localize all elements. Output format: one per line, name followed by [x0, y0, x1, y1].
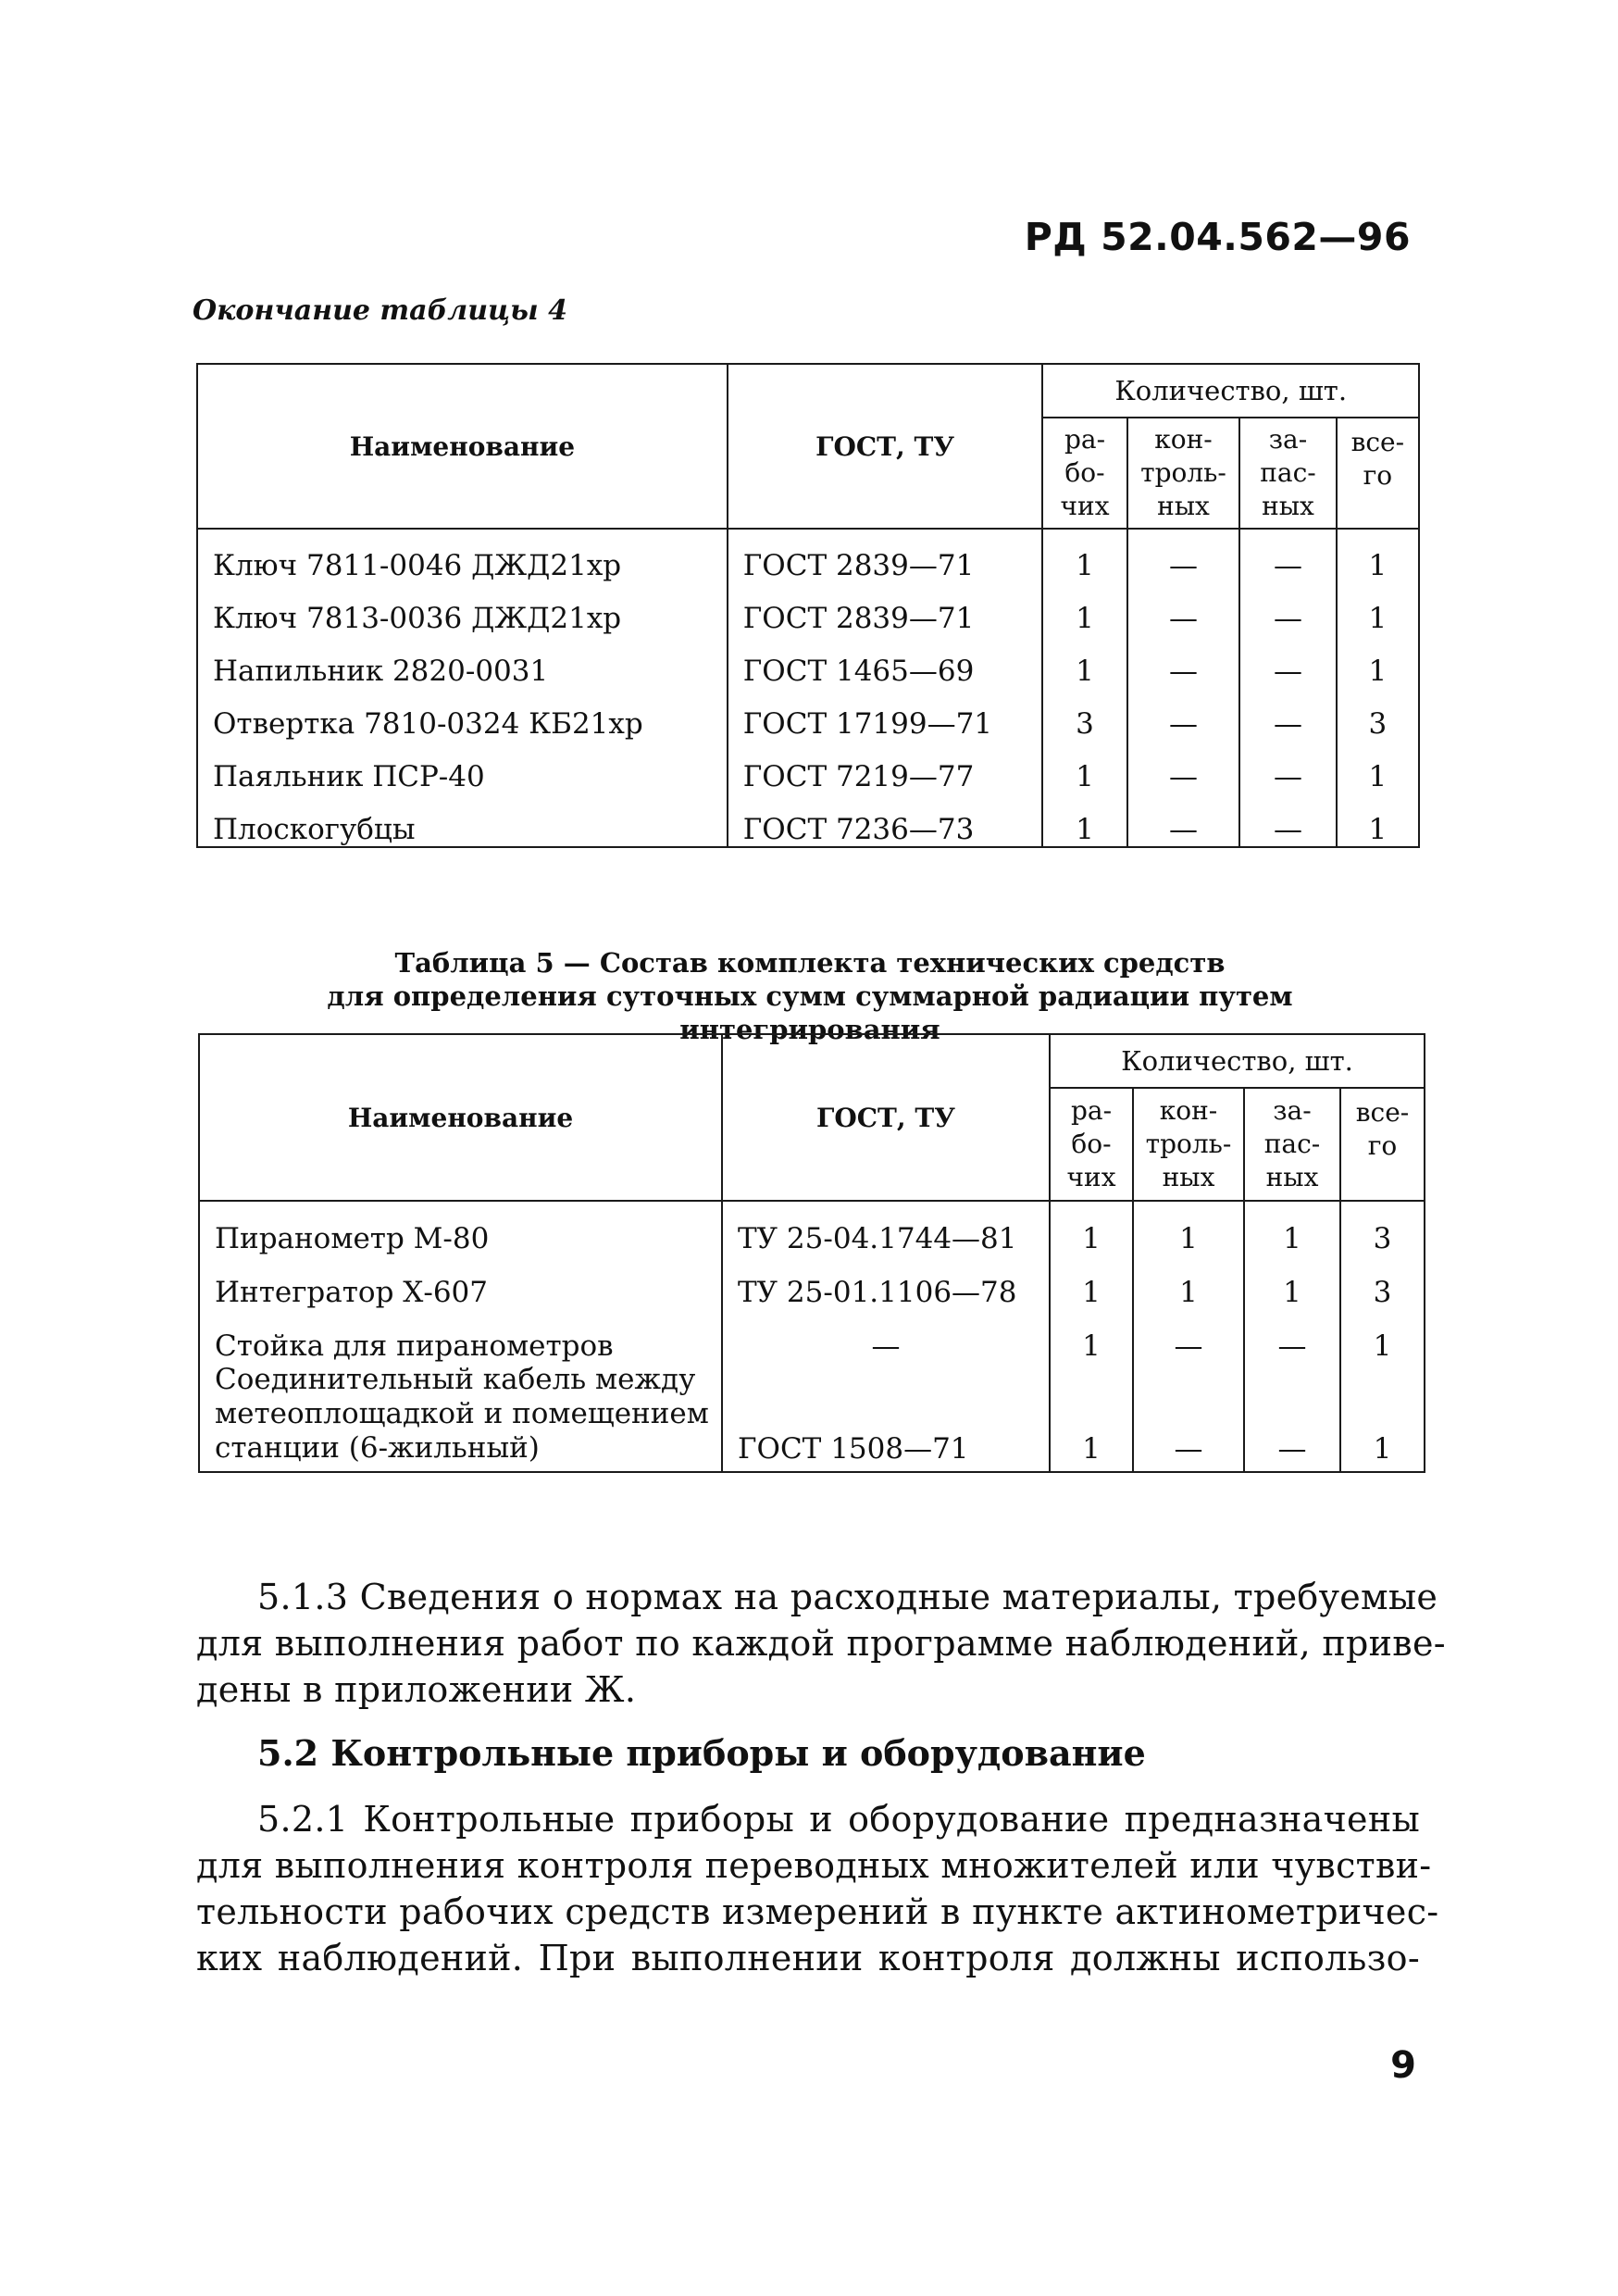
subheader-total: все- го	[1337, 418, 1419, 529]
cell-control: —	[1127, 793, 1240, 847]
cell-spare: —	[1244, 1363, 1340, 1472]
document-code: РД 52.04.562—96	[1024, 215, 1411, 259]
cell-spare: —	[1239, 688, 1336, 741]
cell-name: Стойка для пиранометров	[199, 1309, 722, 1363]
cell-total: 1	[1340, 1309, 1425, 1363]
cell-name: Интегратор Х-607	[199, 1255, 722, 1309]
table-row	[197, 793, 1419, 847]
cell-standard: ГОСТ 1508—71	[722, 1363, 1050, 1472]
cell-working: 1	[1042, 635, 1126, 688]
table5-caption: Таблица 5 — Состав комплекта технических средств для определения суточных сумм суммарной радиации путем интегрирования	[327, 947, 1293, 1045]
text-line: тельности рабочих средств измерений в пункте актинометричес-	[196, 1891, 1439, 1932]
cell-total: 1	[1337, 582, 1419, 635]
table-row	[197, 688, 1419, 741]
col-header-name: Наименование	[199, 1034, 722, 1201]
table-row	[199, 1309, 1425, 1363]
cell-working: 1	[1050, 1363, 1133, 1472]
cell-control: —	[1127, 635, 1240, 688]
cell-standard: ГОСТ 17199—71	[728, 688, 1043, 741]
cell-total: 3	[1337, 688, 1419, 741]
cell-total: 3	[1340, 1255, 1425, 1309]
cell-control: —	[1127, 688, 1240, 741]
table-row	[199, 1363, 1425, 1472]
cell-control: —	[1127, 582, 1240, 635]
cell-standard: ТУ 25-01.1106—78	[722, 1255, 1050, 1309]
table-4	[196, 363, 1420, 848]
cell-spare: —	[1244, 1309, 1340, 1363]
col-header-standard: ГОСТ, ТУ	[722, 1034, 1050, 1201]
table-row	[199, 1255, 1425, 1309]
cell-name: Соединительный кабель между метеоплощадкой и помещением станции (6-жильный)	[199, 1363, 722, 1472]
subheader-working: ра- бо- чих	[1050, 1088, 1133, 1201]
subheader-working: ра- бо- чих	[1042, 418, 1126, 529]
cell-total: 1	[1337, 635, 1419, 688]
cell-standard: ГОСТ 2839—71	[728, 582, 1043, 635]
cell-name: Отвертка 7810-0324 КБ21хр	[197, 688, 728, 741]
table-row	[197, 741, 1419, 793]
col-header-quantity: Количество, шт.	[1050, 1034, 1425, 1088]
text-line: 5.1.3 Сведения о нормах на расходные материалы, требуемые	[257, 1577, 1438, 1617]
cell-name: Ключ 7811-0046 ДЖД21хр	[197, 529, 728, 582]
cell-spare: 1	[1244, 1201, 1340, 1255]
cell-total: 1	[1337, 793, 1419, 847]
table-row	[197, 529, 1419, 582]
cell-total: 1	[1337, 529, 1419, 582]
cell-name: Напильник 2820-0031	[197, 635, 728, 688]
cell-total: 3	[1340, 1201, 1425, 1255]
page-number: 9	[1390, 2044, 1416, 2087]
text-line: дены в приложении Ж.	[196, 1669, 637, 1710]
table-row	[199, 1201, 1425, 1255]
cell-spare: —	[1239, 793, 1336, 847]
cell-control: —	[1127, 741, 1240, 793]
col-header-name: Наименование	[197, 364, 728, 529]
table-row	[197, 582, 1419, 635]
cell-control: —	[1133, 1309, 1244, 1363]
cell-name: Плоскогубцы	[197, 793, 728, 847]
cell-standard: —	[722, 1309, 1050, 1363]
cell-working: 1	[1042, 741, 1126, 793]
cell-standard: ГОСТ 1465—69	[728, 635, 1043, 688]
cell-control: 1	[1133, 1255, 1244, 1309]
cell-total: 1	[1340, 1363, 1425, 1472]
cell-name: Паяльник ПСР-40	[197, 741, 728, 793]
cell-spare: 1	[1244, 1255, 1340, 1309]
subheader-control: кон- троль- ных	[1133, 1088, 1244, 1201]
col-header-standard: ГОСТ, ТУ	[728, 364, 1043, 529]
paragraph-5-1-3	[196, 1574, 1446, 1713]
text-line: для выполнения контроля переводных множителей или чувстви-	[196, 1845, 1432, 1886]
cell-working: 1	[1050, 1309, 1133, 1363]
cell-standard: ГОСТ 7236—73	[728, 793, 1043, 847]
table4-continuation-caption: Окончание таблицы 4	[193, 294, 567, 327]
cell-control: —	[1133, 1363, 1244, 1472]
cell-standard: ГОСТ 7219—77	[728, 741, 1043, 793]
text-line: ких наблюдений. При выполнении контроля должны использо-	[196, 1938, 1420, 1978]
cell-working: 1	[1050, 1255, 1133, 1309]
subheader-total: все- го	[1340, 1088, 1425, 1201]
cell-spare: —	[1239, 635, 1336, 688]
cell-name: Ключ 7813-0036 ДЖД21хр	[197, 582, 728, 635]
cell-spare: —	[1239, 741, 1336, 793]
section-title-5-2: 5.2 Контрольные приборы и оборудование	[257, 1732, 1146, 1774]
cell-spare: —	[1239, 582, 1336, 635]
table-row	[197, 635, 1419, 688]
cell-working: 1	[1042, 582, 1126, 635]
cell-standard: ТУ 25-04.1744—81	[722, 1201, 1050, 1255]
subheader-spare: за- пас- ных	[1239, 418, 1336, 529]
cell-standard: ГОСТ 2839—71	[728, 529, 1043, 582]
cell-working: 3	[1042, 688, 1126, 741]
subheader-spare: за- пас- ных	[1244, 1088, 1340, 1201]
cell-spare: —	[1239, 529, 1336, 582]
paragraph-5-2-1	[196, 1796, 1439, 1981]
col-header-quantity: Количество, шт.	[1042, 364, 1419, 418]
cell-total: 1	[1337, 741, 1419, 793]
table-5	[198, 1033, 1425, 1473]
text-line: для выполнения работ по каждой программе наблюдений, приве-	[196, 1623, 1446, 1664]
cell-working: 1	[1050, 1201, 1133, 1255]
text-line: 5.2.1 Контрольные приборы и оборудование предназначены	[257, 1799, 1420, 1840]
cell-control: —	[1127, 529, 1240, 582]
cell-working: 1	[1042, 793, 1126, 847]
cell-control: 1	[1133, 1201, 1244, 1255]
cell-working: 1	[1042, 529, 1126, 582]
subheader-control: кон- троль- ных	[1127, 418, 1240, 529]
cell-name: Пиранометр М-80	[199, 1201, 722, 1255]
